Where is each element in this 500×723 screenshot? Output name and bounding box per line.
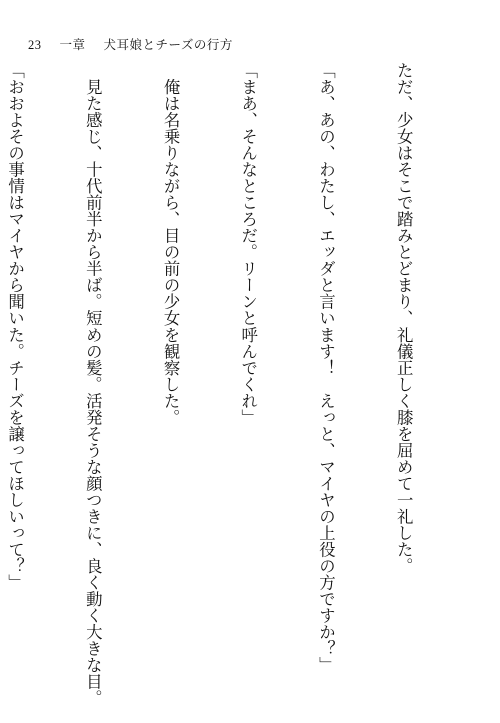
chapter-title: 犬耳娘とチーズの行方 [103, 37, 233, 52]
text-line: 「あ、あの、わたし、エッダと言います！ えっと、マイヤの上役の方ですか？」 [316, 62, 336, 674]
vertical-body-text [0, 62, 468, 707]
text-line: 見た感じ、十代前半から半ば。短めの髪。活発そうな顔つきに、良く動く大きな目。 [83, 62, 103, 707]
text-line: 俺は名乗りながら、目の前の少女を観察した。 [161, 62, 181, 426]
page-number: 23 [28, 38, 42, 52]
text-line: ただ、少女はそこで踏みとどまり、礼儀正しく膝を屈めて一礼した。 [394, 62, 414, 575]
chapter-number: 一章 [59, 37, 86, 52]
text-line: 「おおよその事情はマイヤから聞いた。チーズを譲ってほしいって？」 [5, 62, 25, 591]
text-line: 「まあ、そんなところだ。リーンと呼んでくれ」 [238, 62, 258, 426]
running-header [28, 35, 233, 53]
